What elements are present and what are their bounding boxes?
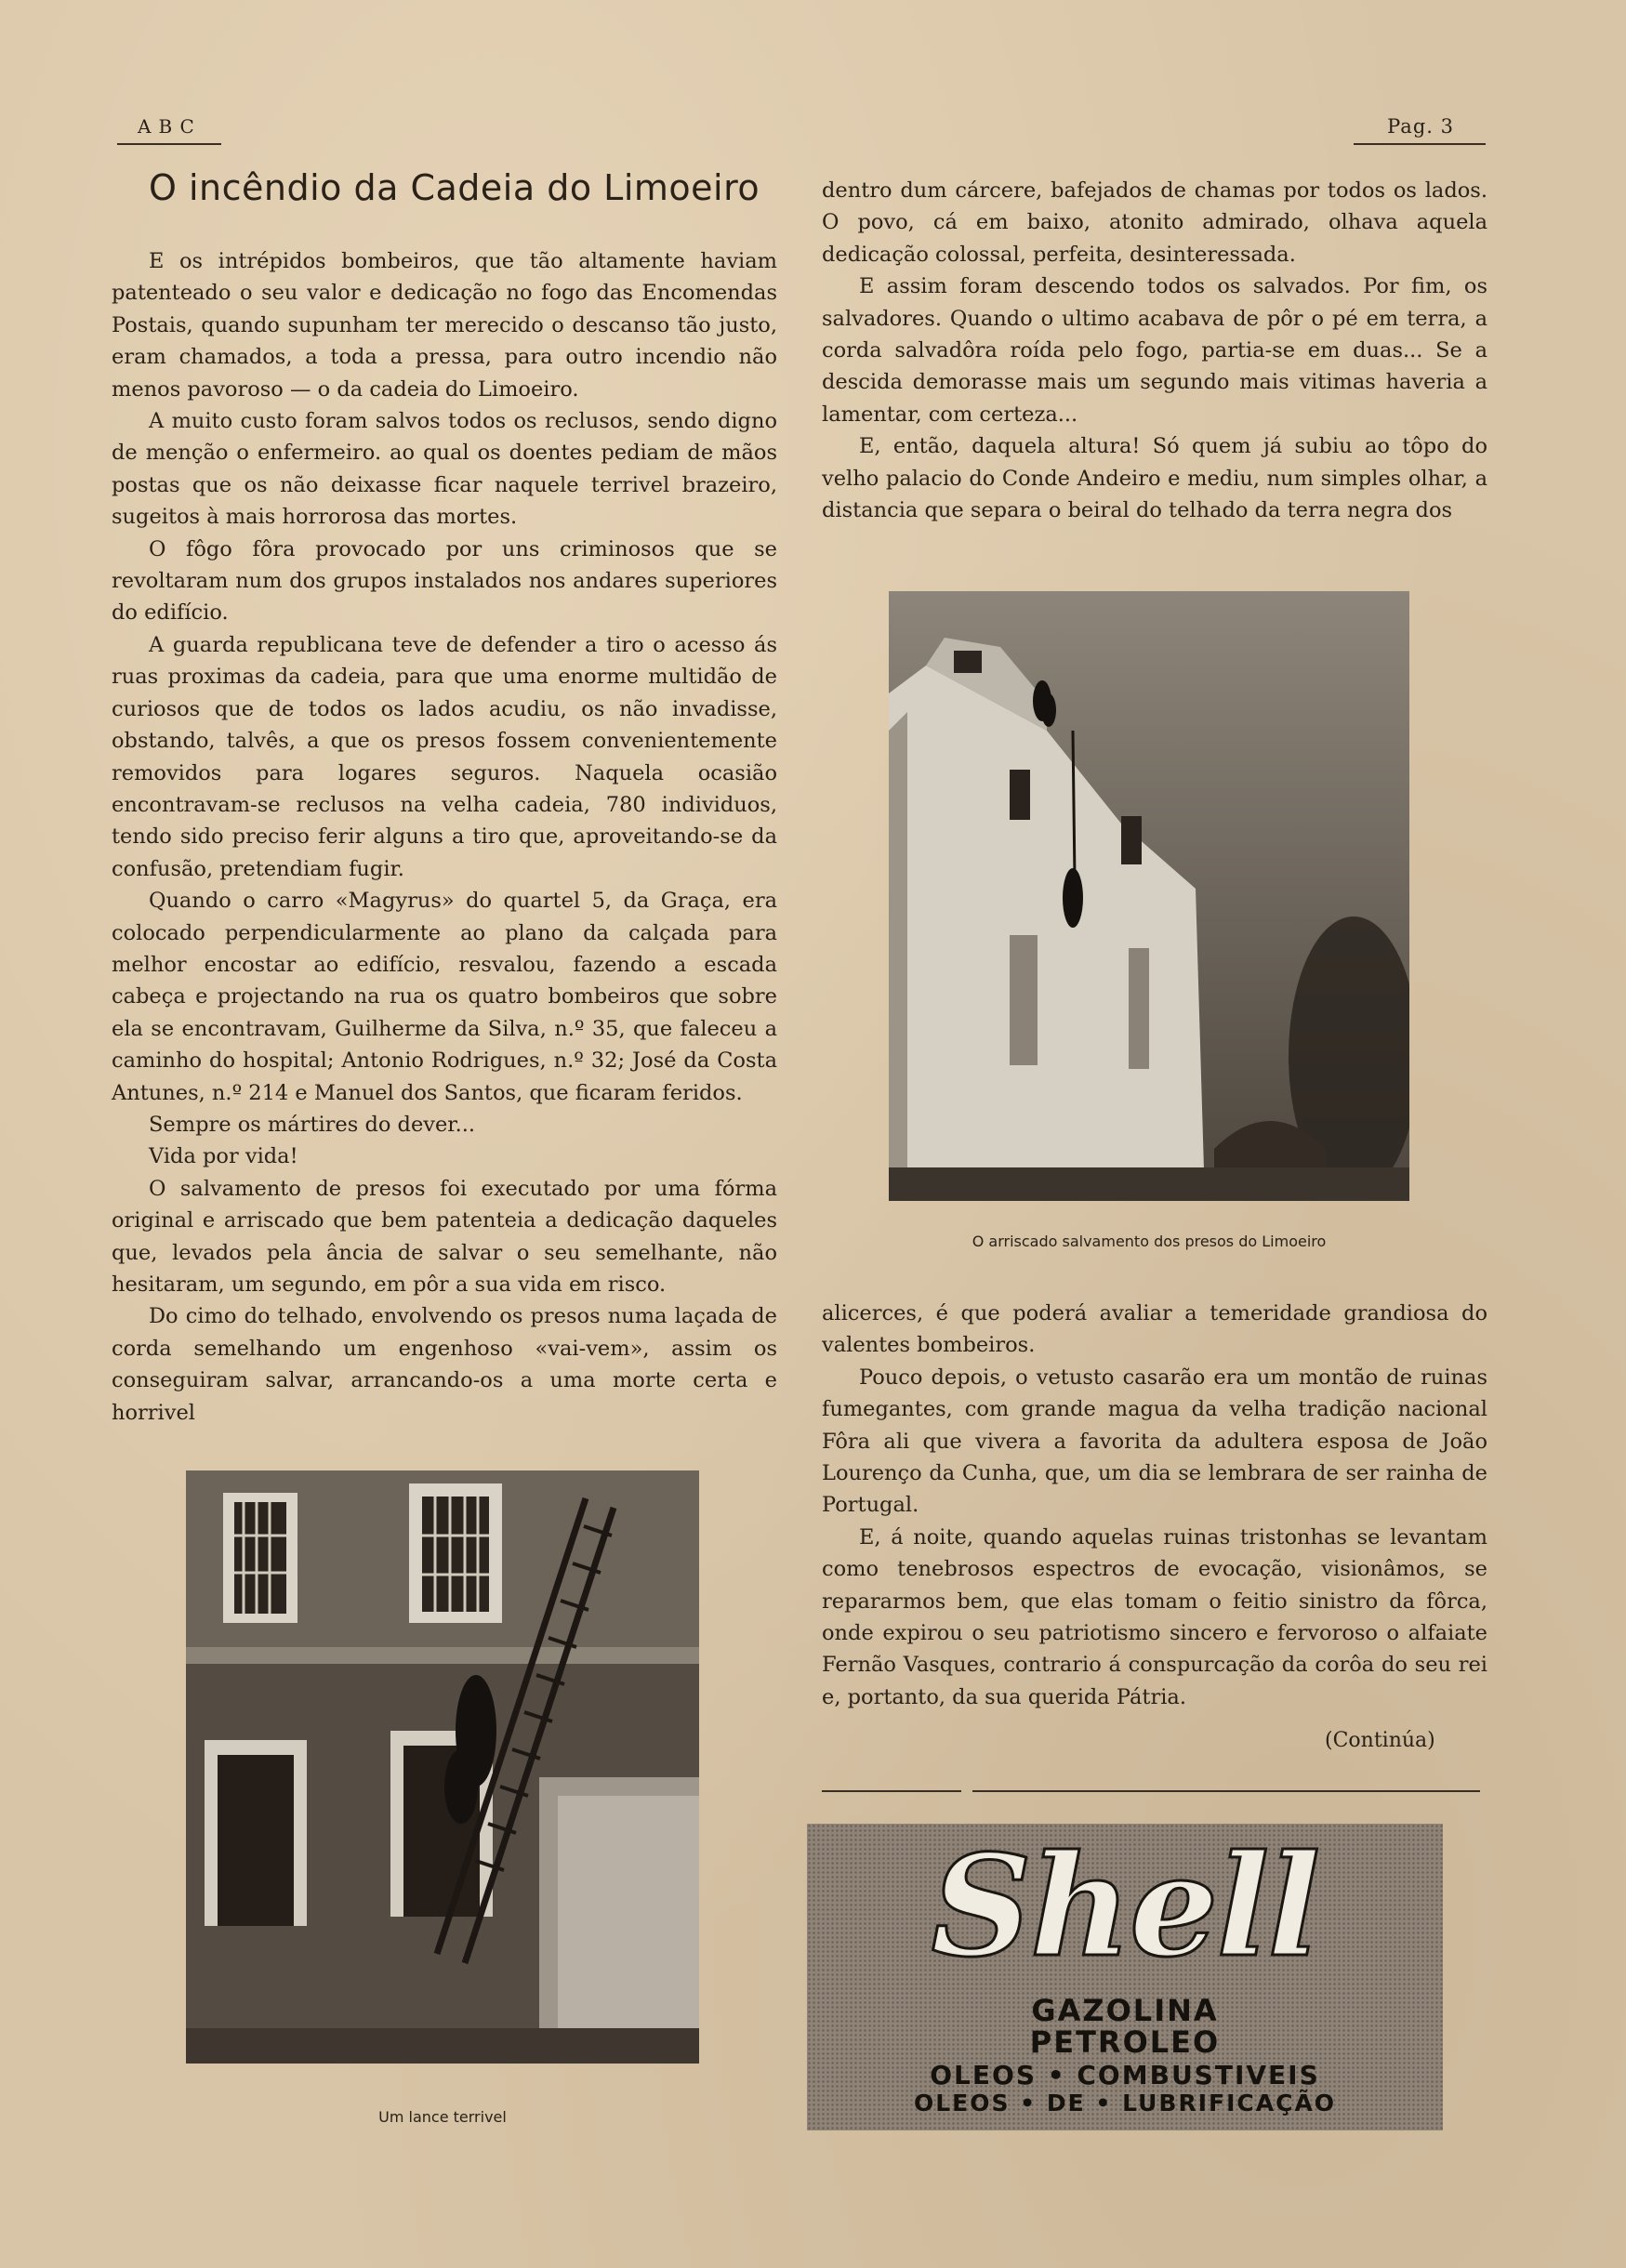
- separator-rule: [822, 1790, 961, 1792]
- ad-line-oleos-combustiveis: OLEOS • COMBUSTIVEIS: [930, 2060, 1320, 2090]
- photo-caption: Um lance terrivel: [378, 2108, 507, 2126]
- shell-logo: Shell: [931, 1825, 1319, 1988]
- paragraph: dentro dum cárcere, bafejados de chamas por todos os lados. O povo, cá em baixo, atonito admirado, olhava aquela dedicação colossal, perfeita, desinteressada.: [822, 178, 1487, 267]
- header-rule-left: [117, 143, 221, 145]
- paragraph: A muito custo foram salvos todos os reclusos, sendo digno de menção o enfermeiro. ao qual os doentes pediam de mãos postas que os não deixasse ficar naquele terrivel brazeiro, sugeitos à mais horrorosa das mortes.: [112, 409, 777, 530]
- photo-ladder-rescue-image: [186, 1470, 699, 2064]
- photo-ladder-rescue: [186, 1470, 699, 2064]
- paragraph: Pouco depois, o vetusto casarão era um montão de ruinas fumegantes, com grande magua da velha tradição nacional Fôra ali que vivera a favorita da adultera esposa de João Lourenço da Cunha, que, um dia se lembrara de ser rainha de Portugal.: [822, 1365, 1487, 1518]
- running-head-left: ABC: [138, 115, 202, 138]
- paragraph: Vida por vida!: [149, 1144, 298, 1169]
- ad-line-oleos-lubrificacao: OLEOS • DE • LUBRIFICAÇÃO: [913, 2090, 1337, 2116]
- article-title: O incêndio da Cadeia do Limoeiro: [149, 167, 760, 208]
- paragraph: E, então, daquela altura! Só quem já subiu ao tôpo do velho palacio do Conde Andeiro e mediu, num simples olhar, a distancia que separa o beiral do telhado da terra negra dos: [822, 434, 1487, 523]
- continued-note: (Continúa): [1325, 1729, 1435, 1752]
- ad-line-gazolina: GAZOLINA: [1031, 1993, 1219, 2028]
- page-number: Pag. 3: [1387, 115, 1454, 138]
- photo-building-rescue-image: [889, 591, 1409, 1201]
- paragraph: E, á noite, quando aquelas ruinas tristonhas se levantam como tenebrosos espectros de evocação, visionâmos, se repararmos bem, que elas tomam o feitio sinistro da fôrca, onde expirou o seu patriotismo sincero e fervoroso o alfaiate Fernão Vasques, contrario á conspurcação da corôa do seu rei e, portanto, da sua querida Pátria.: [822, 1524, 1487, 1709]
- paragraph: alicerces, é que poderá avaliar a temeridade grandiosa do valentes bombeiros.: [822, 1301, 1487, 1358]
- photo-caption: O arriscado salvamento dos presos do Limoeiro: [972, 1233, 1327, 1250]
- left-column: [112, 245, 777, 1429]
- paragraph: O fôgo fôra provocado por uns criminosos que se revoltaram num dos grupos instalados nos andares superiores do edifício.: [112, 536, 777, 626]
- right-column-top: [822, 175, 1487, 526]
- photo-building-rescue: [889, 591, 1409, 1201]
- paragraph: E assim foram descendo todos os salvados. Por fim, os salvadores. Quando o ultimo acabava de pôr o pé em terra, a corda salvadôra roída pelo fogo, partia-se em duas... Se a descida demorasse mais um segundo mais vitimas haveria a lamentar, com certeza...: [822, 274, 1487, 427]
- header-rule-right: [1354, 143, 1486, 145]
- shell-advertisement: [807, 1824, 1443, 2130]
- paragraph: Quando o carro «Magyrus» do quartel 5, da Graça, era colocado perpendicularmente ao plano da calçada para melhor encostar ao edifício, resvalou, fazendo a escada cabeça e projectando na rua os quatro bombeiros que sobre ela se encontravam, Guilherme da Silva, n.º 35, que faleceu a caminho do hospital; Antonio Rodrigues, n.º 32; José da Costa Antunes, n.º 214 e Manuel dos Santos, que ficaram feridos.: [112, 889, 777, 1105]
- paragraph: O salvamento de presos foi executado por uma fórma original e arriscado que bem patenteia a dedicação daqueles que, levados pela ância de salvar o seu semelhante, não hesitaram, um segundo, em pôr a sua vida em risco.: [112, 1176, 777, 1297]
- paragraph: A guarda republicana teve de defender a tiro o acesso ás ruas proximas da cadeia, para que uma enorme multidão de curiosos que de todos os lados acudiu, os não invadisse, obstando, talvês, a que os presos fossem convenientemente removidos para logares seguros. Naquela ocasião encontravam-se reclusos na velha cadeia, 780 individuos, tendo sido preciso ferir alguns a tiro que, aproveitando-se da confusão, pretendiam fugir.: [112, 632, 777, 881]
- paragraph: Do cimo do telhado, envolvendo os presos numa laçada de corda semelhando um engenhoso «vai-vem», assim os conseguiram salvar, arrancando-os a uma morte certa e horrivel: [112, 1304, 777, 1425]
- ad-line-petroleo: PETROLEO: [1029, 2024, 1221, 2060]
- separator-rule: [972, 1790, 1480, 1792]
- right-column-bottom: [822, 1298, 1487, 1713]
- paragraph: Sempre os mártires do dever...: [149, 1112, 476, 1137]
- paragraph: E os intrépidos bombeiros, que tão altamente haviam patenteado o seu valor e dedicação no fogo das Encomendas Postais, quando supunham ter merecido o descanso tão justo, eram chamados, a toda a pressa, para outro incendio não menos pavoroso — o da cadeia do Limoeiro.: [112, 249, 777, 402]
